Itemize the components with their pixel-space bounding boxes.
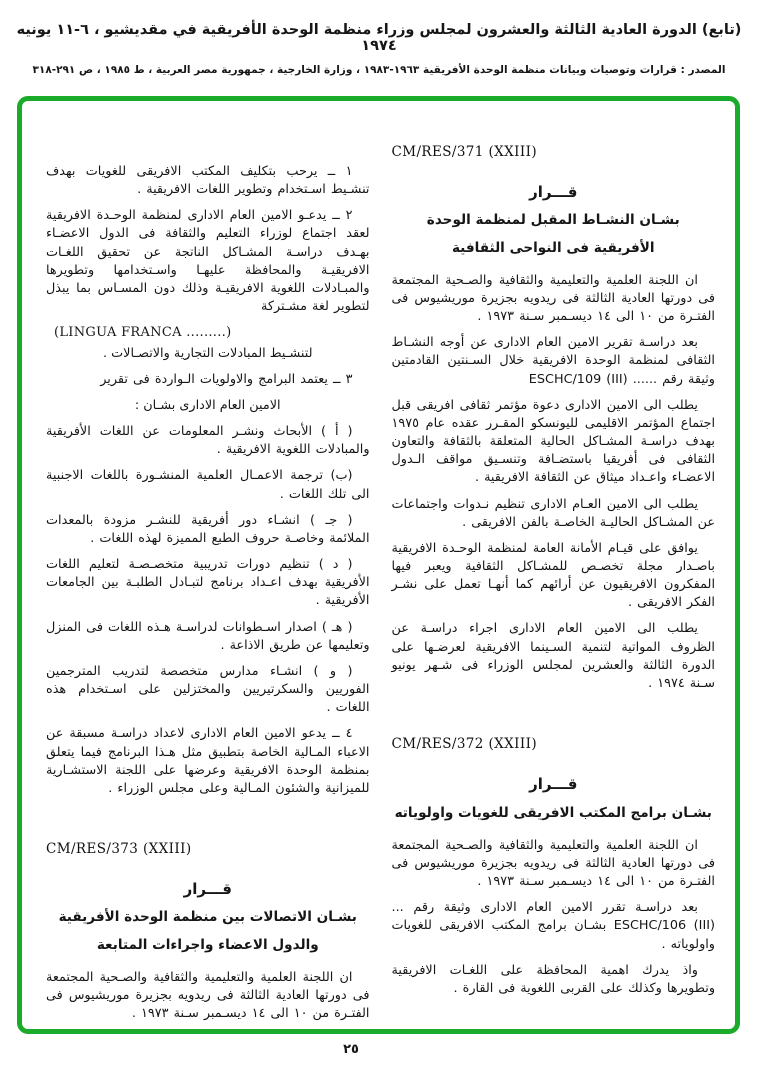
paragraph: ( أ ) الأبحاث ونشـر المعلومات عن اللغات الأفريقية والمبادلات اللغوية الافريقية . (46, 424, 370, 458)
paragraph: يطلب الى الامين العام الادارى اجراء دراسـة عن الظروف المواتية لتنمية السـينما الافريقية لعرضـها على الدورة الثالثة والعشرين لمجلس الوزراء فى شـهر يونيو سـنة ١٩٧٤ . (391, 621, 715, 691)
resolution-subject (392, 207, 716, 261)
paragraph: واذ يدرك اهمية المحافظة على اللغـات الافريقية وتطويرها وكذلك على القربى اللغوية فى القارة . (391, 962, 715, 996)
content-columns (22, 101, 735, 1029)
paragraph-line: لتنشـيط المبادلات التجارية والاتصـالات . (102, 345, 313, 361)
page-number: ٢٥ (343, 1042, 359, 1057)
paragraph: (ب) ترجمة الاعمـال العلمية المنشـورة باللغات الاجنبية الى تلك اللغات . (46, 468, 370, 502)
resolution-number: CM/RES/371 (XXIII) (391, 144, 538, 160)
paragraph-line: الامين العام الادارى بشـان : (134, 398, 281, 414)
paragraph: ان اللجنة العلمية والتعليمية والثقافية والصـحية المجتمعة فى دورتها العادية الثالثة فى ريدويه بجزيرة موريشيوس فى الفتـرة من ١٠ الى ١٤ ديسـمبر سـنة ١٩٧٣ . (391, 837, 715, 890)
subject-line: الأفريقية فى النواحى الثقافية (451, 239, 655, 256)
subject-line: بشـان النشـاط المقبل لمنظمة الوحدة (426, 212, 680, 229)
resolution-heading: قـــرار (183, 880, 232, 899)
paragraph: ( و ) انشـاء مدارس متخصصة لتدريب المترجمين الفوريين والسكرتيريين والمختزلين على اسـتخدام هذه اللغات . (46, 663, 370, 716)
resolution-subject (46, 904, 370, 958)
paragraph: يطلب الى الامين العـام الادارى تنظيم نـدوات واجتماعات عن المشـاكل الحاليـة الخاصـة بالفن الافريقى . (391, 496, 715, 530)
subject-line: بشـان الاتصالات بين منظمة الوحدة الأفريقية (58, 909, 357, 926)
content-frame (17, 96, 740, 1034)
resolution-heading: قـــرار (529, 775, 578, 794)
column-right (392, 143, 716, 1019)
paragraph: ان اللجنة العلمية والتعليمية والثقافية والصـحية المجتمعة فى دورتها العادية الثالثة فى ريدويه بجزيرة موريشيوس فى الفتـرة من ١٠ الى ١٤ ديسـمبر سـنة ١٩٧٣ . (391, 272, 715, 325)
subject-line: بشـان برامج المكتب الافريقى للغويات واولوياته (394, 804, 712, 821)
paragraph: بعد دراسـة تقرير الامين العام الادارى عن أوجه النشـاط الثقافى لمنظمة الوحدة الافريقية خلال السـنتين القادمتين وثيقة رقم ...... ESCHC/109 (III) (391, 335, 715, 387)
paragraph: ٤ ــ يدعو الامين العام الادارى لاعداد دراسـة مسبقة عن الاعباء المـالية الخاصة بتطبيق مثل هـذا البرنامج فيما يتعلق بمنظمة الوحدة الافريقية وعرضها على اللجنة الاستشـارية للميزانية والشئون المـالية وعلى مجلس الوزراء . (46, 726, 370, 796)
paragraph: ( هـ ) اصدار اسـطوانات لدراسـة هـذه اللغات فى المنزل وتعليمها عن طريق الاذاعة . (46, 619, 370, 653)
paragraph: ٣ ــ يعتمد البرامج والاولويات الـواردة فى تقرير (100, 371, 353, 387)
page-header (8, 22, 750, 76)
paragraph: ١ ــ يرحب بتكليف المكتب الافريقى للغويات بهدف تنشـيط اسـتخدام وتطوير اللغات الافريقية . (46, 164, 370, 198)
paragraph: ٢ ــ يدعـو الامين العام الادارى لمنظمة الوحـدة الافريقية لعقد اجتماع لوزراء التعليم والثقافة فى الدول الاعضـاء بهـدف دراسـة المشـاكل الناتجة عن تحقيق اللغـات الافريقيـة والمحافظة عليهـا واسـتخدامها وتطويرها والمبـادلات اللغوية الافريقيـة وذلك دون المسـاس بما يبذل لتطوير لغة مشـتركة (46, 208, 370, 315)
resolution-number: CM/RES/372 (XXIII) (391, 736, 538, 753)
paragraph: يطلب الى الامين الادارى دعوة مؤتمر ثقافى افريقى قبل اجتماع المؤتمر الاقليمى لليونسكو المقـرر عقده عام ١٩٧٥ بهدف دراسـة المشـاكل الحالية المتعلقة بالثقافة والتعاون الثقافى فى أفريقيا باستضـافة وتنسـيق مواقف الـدول الاعضـاء واعـداد ميثاق عن الثقافة الافريقية . (391, 397, 715, 486)
paragraph: ان اللجنة العلمية والتعليمية والثقافية والصـحية المجتمعة فى دورتها العادية الثالثة فى ريدويه بجزيرة موريشيوس فى الفتـرة من ١٠ الى ١٤ ديسـمبر سـنة ١٩٧٣ . (46, 969, 370, 1022)
resolution-subject (392, 800, 716, 827)
subject-line: والدول الاعضاء واجراءات المتابعة (96, 936, 319, 953)
resolution-number: CM/RES/373 (XXIII) (46, 840, 192, 857)
paragraph: بعد دراسـة تقرر الامين العام الادارى وثيقة رقم ... ESCHC/106 (III) بشـان برامج المكتب الافريقى للغويات واولوياته . (391, 900, 715, 952)
paragraph: ( د ) تنظيم دورات تدريبية متخصـصـة لتعليم اللغات الأفريقية بهدف اعـداد برنامج لتبـادل الطلبـة بين الجامعات الأفريقية . (46, 557, 370, 609)
header-session-line: (تابع) الدورة العادية الثالثة والعشرون لمجلس وزراء منظمة الوحدة الأفريقية في مقديشيو ، ٦-١١ يونيه ١٩٧٤ (16, 22, 742, 54)
column-left (46, 155, 370, 1022)
paragraph: ( جـ ) انشـاء دور أفريقية للنشـر مزودة بالمعدات الملائمة وخاصـة حروف الطبع المميزة لهذه اللغات . (46, 512, 370, 546)
header-source-line: المصدر : قرارات وتوصيات وبيانات منظمة الوحدة الأفريقية ١٩٦٣-١٩٨٣ ، وزارة الخارجية ، جمهورية مصر العربية ، ط ١٩٨٥ ، ص ٢٩١-٣١٨ (32, 64, 726, 76)
paragraph: يوافق على قيـام الأمانة العامة لمنظمة الوحـدة الافريقية باصـدار مجلة تخصـص للمشـاكل الثقافية ويعبر فيها المفكرون الافريقيون عن أرائهم كما أنهـا تعمل على نشـر الفكر الافريقى . (391, 540, 715, 611)
latin-line: (LINGUA FRANCA .........) (54, 325, 232, 341)
resolution-heading: قـــرار (529, 183, 578, 202)
